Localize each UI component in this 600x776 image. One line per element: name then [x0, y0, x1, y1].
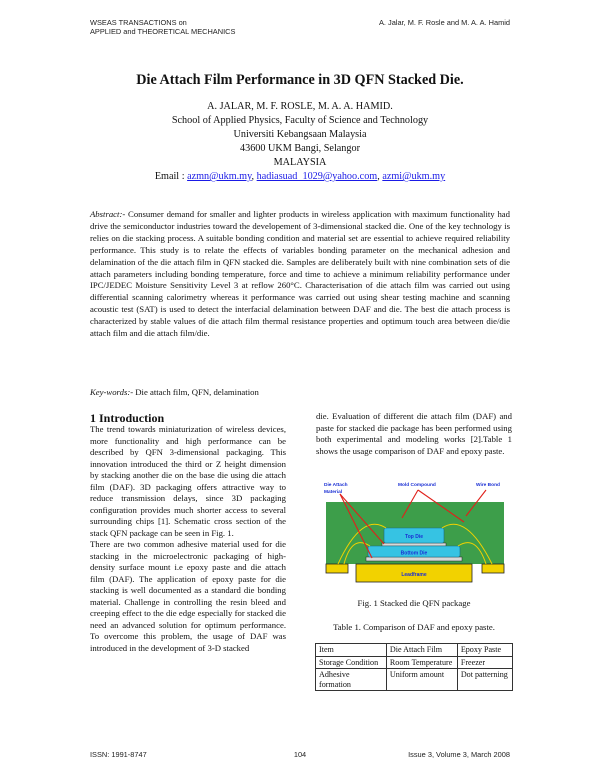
table-cell: Room Temperature — [386, 656, 457, 669]
journal-name — [90, 18, 235, 36]
section-number: 1 — [90, 411, 96, 425]
running-authors: A. Jalar, M. F. Rosle and M. A. A. Hamid — [378, 18, 510, 27]
paper-title: Die Attach Film Performance in 3D QFN Stacked Die. — [136, 72, 464, 88]
label-bottom-die: Bottom Die — [400, 550, 428, 557]
email-label: Email : — [154, 171, 185, 182]
abstract-label: Abstract:- — [90, 209, 126, 219]
table-cell: Item — [316, 644, 387, 657]
table-cell: Freezer — [457, 656, 512, 669]
table-cell: Uniform amount — [386, 669, 457, 691]
affiliation: School of Applied Physics, Faculty of Science and Technology — [171, 115, 429, 126]
comparison-table — [315, 643, 513, 691]
abstract — [90, 209, 510, 340]
intro-paragraph-1: The trend towards miniaturization of wireless devices, more functionality and high performance can be described by QFN 3-dimensional packaging. This innovation introduced the third or Z height dimension by stacking another die on the base die using die attach film (DAF). 3D packaging offers attractive way to reduce transmission delays, since 3D packaging configuration provides much shorter access to several surrounding chips [1]. Schematic cross section of the stack QFN package can be seen in Fig. 1. — [90, 424, 286, 538]
email-line: Email : azmn@ukm.my, hadiasuad_1029@yahoo.com, azmi@ukm.my — [154, 171, 446, 182]
label-top-die: Top Die — [405, 534, 423, 540]
footer-issue: Issue 3, Volume 3, March 2008 — [408, 750, 510, 759]
country: MALAYSIA — [273, 157, 327, 168]
stacked-die-diagram — [318, 478, 510, 588]
table-cell: Epoxy Paste — [457, 644, 512, 657]
section-title: Introduction — [99, 411, 165, 425]
email-link-2[interactable]: hadiasuad_1029@yahoo.com — [256, 171, 378, 182]
abstract-text: Consumer demand for smaller and lighter products in wireless application with maximum functionality had drive the semiconductor industries toward the developement of 3-dimensional stacked die. One of the key technology is relies on die stacking process. A suitable bonding condition and material set are essential to achieve required reliability performance. This study is to relate the effects of variables bonding parameter on the mechanical adhesion and delamination of the die attach film in QFN stacked die. Samples are deliberately built with nine combination sets of die attach parameters including bonding temperature, force and time to achieve a minimum reliability performance under IPC/JEDEC Moisture Sensitivity Level 3 at reflow 260°C. Characterisation of die attach film was carried out using differential scanning calorimetry whereas it performance was carried out using shear testing machine and scanning acoustic test (SAT) is used to detect the interfacial delamination between DAF and die. The best die attach process is characterized by stable values of die attach film thermal resistance properties and optimum touch area between die/die attach film and die attach film/die. — [90, 209, 510, 339]
table-row — [316, 669, 513, 691]
table-caption: Table 1. Comparison of DAF and epoxy paste. — [333, 622, 495, 632]
email-link-3[interactable]: azmi@ukm.my — [382, 171, 446, 182]
label-wire-bond: Wire Bond — [476, 483, 500, 488]
label-leadframe: Leadframe — [401, 572, 427, 578]
label-material: Material — [324, 490, 343, 495]
university: Universiti Kebangsaan Malaysia — [233, 129, 367, 140]
email-link-1[interactable]: azmn@ukm.my — [187, 171, 252, 182]
keywords — [90, 387, 259, 397]
footer-page-number: 104 — [293, 750, 307, 759]
journal-line-2: APPLIED and THEORETICAL MECHANICS — [90, 27, 236, 36]
leadframe-pad-right — [482, 564, 504, 573]
bottom-daf-shape — [366, 557, 462, 561]
footer-issn: ISSN: 1991-8747 — [90, 750, 147, 759]
left-column — [90, 424, 286, 654]
label-mold-compound: Mold Compound — [398, 483, 436, 488]
keywords-label: Key-words:- — [90, 387, 134, 397]
table-cell: Die Attach Film — [386, 644, 457, 657]
intro-paragraph-2: There are two common adhesive material used for die stacking in the microelectronic packaging of high-density surface mount i.e epoxy paste and die attach film (DAF). The application of epoxy paste for die stacking is well documented as a standard die bonding material. Challenge in controlling the resin bleed and creeping effect to the die edge especially for stacked die need an advanced solution for optimum performance. To overcome this problem, the usage of DAF was introduced in the development of 3-D stacked — [90, 539, 286, 653]
figure-caption: Fig. 1 Stacked die QFN package — [357, 598, 471, 608]
author-names: A. JALAR, M. F. ROSLE, M. A. A. HAMID. — [207, 101, 393, 112]
table-row — [316, 644, 513, 657]
right-column — [316, 411, 512, 457]
intro-paragraph-3: die. Evaluation of different die attach film (DAF) and paste for stacked die package has been performed using both experimental and modeling works [2].Table 1 shows the usage comparison of DAF and epoxy paste. — [316, 411, 512, 456]
figure-stacked-die — [318, 478, 510, 588]
table-cell: Dot patterning — [457, 669, 512, 691]
table-cell: Adhesive formation — [316, 669, 387, 691]
address: 43600 UKM Bangi, Selangor — [240, 143, 360, 154]
table-row — [316, 656, 513, 669]
top-daf-shape — [382, 543, 446, 546]
leadframe-pad-left — [326, 564, 348, 573]
label-die-attach: Die Attach — [324, 483, 348, 488]
table-cell: Storage Condition — [316, 656, 387, 669]
journal-line-1: WSEAS TRANSACTIONS on — [90, 18, 187, 27]
keywords-text: Die attach film, QFN, delamination — [135, 387, 259, 397]
